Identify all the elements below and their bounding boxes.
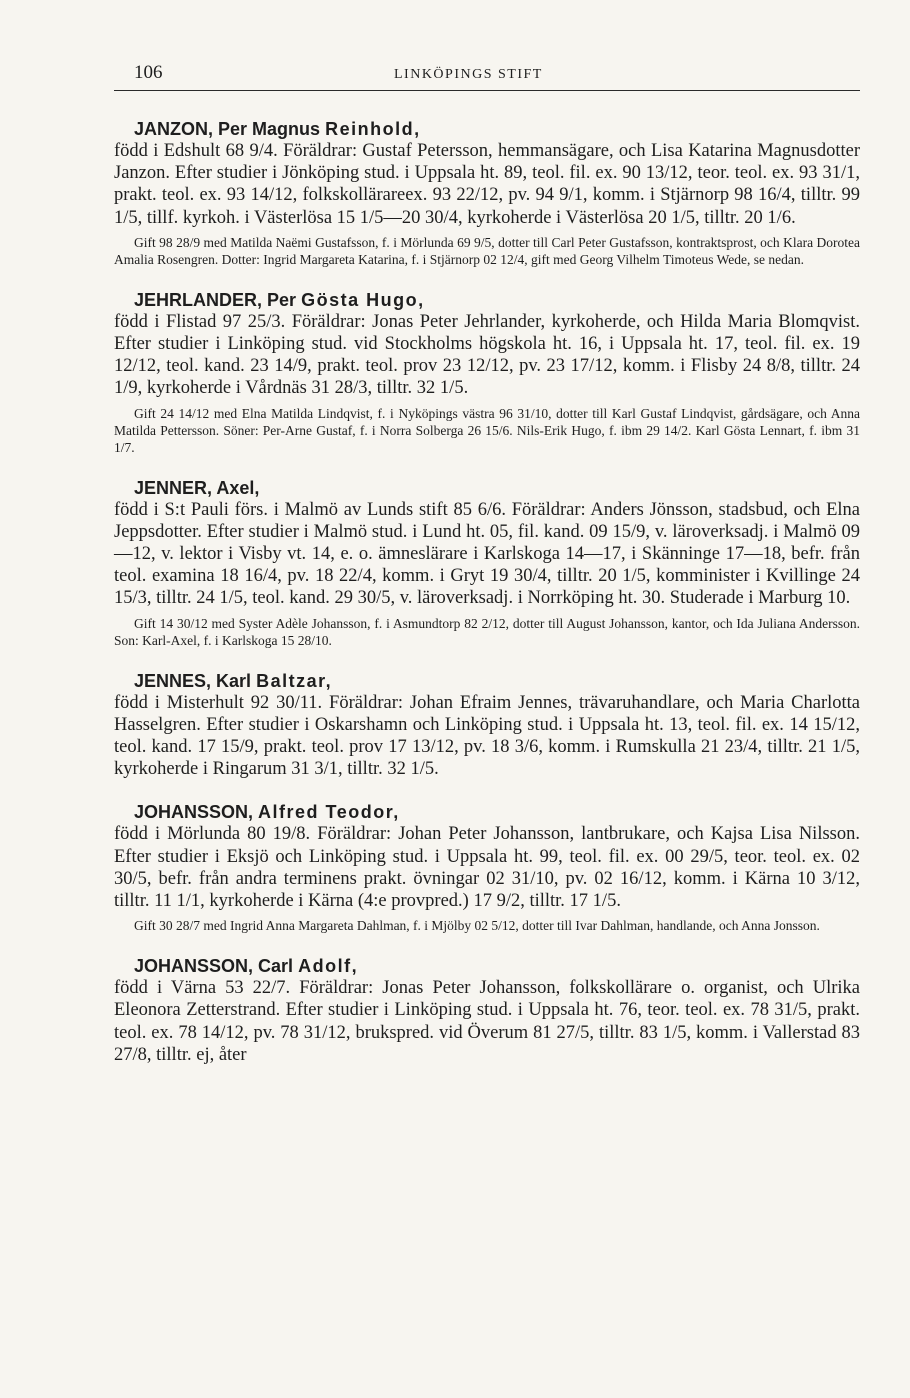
entry: [114, 290, 860, 456]
entry-name: [114, 956, 860, 977]
entry-surname: JOHANSSON,: [134, 802, 254, 823]
entry: [114, 802, 860, 934]
entry-given-name-spaced: Gösta Hugo,: [301, 289, 425, 310]
entry-given-name-spaced: Alfred Teodor,: [258, 802, 400, 823]
entry-given-name: Per Magnus: [218, 119, 321, 139]
entry-surname: JENNER,: [134, 477, 213, 498]
entry-body: född i Flistad 97 25/3. Föräldrar: Jonas Peter Jehrlander, kyrkoherde, och Hilda Maria Blomqvist. Efter studier i Linköping stud. vid Stockholms högskola ht. 16, i Uppsala ht. 17, teol. fil. ex. 19 12/12, teol. kand. 23 14/9, prakt. teol. prov 23 12/12, pv. 23 17/12, komm. i Flisby 24 8/8, tilltr. 24 1/9, kyrkoherde i Vårdnäs 31 28/3, tilltr. 32 1/5.: [114, 311, 860, 399]
entry-body: född i Mörlunda 80 19/8. Föräldrar: Johan Peter Johansson, lantbrukare, och Kajsa Lisa Nilsson. Efter studier i Eksjö och Linköping stud. i Uppsala ht. 99, teol. fil. ex. 00 29/5, teor. teol. ex. 02 30/5, befr. från andra terminens prakt. övningar 02 31/10, pv. 02 16/12, komm. i Kärna 10 3/12, tilltr. 11 1/1, kyrkoherde i Kärna (4:e provpred.) 17 9/2, tilltr. 17 1/5.: [114, 824, 860, 912]
entry-name: [114, 119, 860, 140]
entries-list: [114, 119, 860, 1066]
entry-surname: JEHRLANDER,: [134, 289, 263, 310]
entry: [114, 119, 860, 268]
entry-name: [114, 802, 860, 823]
entry-surname: JOHANSSON,: [134, 956, 254, 977]
entry-given-name: Carl: [258, 956, 294, 977]
entry-given-name: Karl: [216, 670, 252, 691]
entry-given-name: Per: [267, 289, 297, 310]
entry-name: [114, 478, 860, 499]
entry-given-name-spaced: Adolf,: [298, 956, 359, 977]
entry-given-name: Axel,: [216, 477, 260, 498]
entry-body: född i S:t Pauli förs. i Malmö av Lunds stift 85 6/6. Föräldrar: Anders Jönsson, stadsbud, och Elna Jeppsdotter. Efter studier i Malmö stud. i Lund ht. 05, fil. kand. 09 15/9, v. läroverksadj. i Malmö 09—12, v. lektor i Visby vt. 14, e. o. ämneslärare i Karlskoga 14—17, i Skänninge 17—18, befr. från teol. examina 18 16/4, pv. 18 22/4, komm. i Gryt 19 30/4, tilltr. 20 1/5, komminister i Kvillinge 24 15/3, tilltr. 24 1/5, teol. kand. 29 30/5, v. läroverksadj. i Norrköping ht. 30. Studerade i Marburg 10.: [114, 499, 860, 609]
entry-family: Gift 24 14/12 med Elna Matilda Lindqvist, f. i Nyköpings västra 96 31/10, dotter till Karl Gustaf Lindqvist, gårdsägare, och Anna Matilda Pettersson. Söner: Per-Arne Gustaf, f. i Norra Solberga 26 15/6. Nils-Erik Hugo, f. ibm 29 14/2. Karl Gösta Lennart, f. ibm 31 1/7.: [114, 405, 860, 455]
entry-name: [114, 671, 860, 692]
entry-name: [114, 290, 860, 311]
entry-family: Gift 14 30/12 med Syster Adèle Johansson, f. i Asmundtorp 82 2/12, dotter till August Johansson, kantor, och Ida Juliana Andersson. Son: Karl-Axel, f. i Karlskoga 15 28/10.: [114, 615, 860, 648]
page-number: 106: [134, 62, 163, 83]
entry-body: född i Edshult 68 9/4. Föräldrar: Gustaf Petersson, hemmansägare, och Lisa Katarina Magnusdotter Janzon. Efter studier i Jönköping stud. i Uppsala ht. 89, teol. fil. ex. 90 13/12, teor. teol. ex. 93 31/1, prakt. teol. ex. 93 14/12, folkskollärareex. 93 22/12, pv. 94 9/1, komm. i Stjärnorp 98 16/4, tilltr. 99 1/5, tillf. kyrkoh. i Västerlösa 15 1/5—20 30/4, kyrkoherde i Västerlösa 20 1/5, tilltr. 20 1/6.: [114, 141, 860, 228]
running-head: LINKÖPINGS STIFT: [394, 67, 543, 82]
entry-given-name-spaced: Baltzar,: [256, 670, 333, 691]
entry-body: född i Värna 53 22/7. Föräldrar: Jonas Peter Johansson, folkskollärare o. organist, och Ulrika Eleonora Zetterstrand. Efter studier i Linköping stud. i Uppsala ht. 76, teor. teol. ex. 78 31/5, prakt. teol. ex. 78 14/12, pv. 78 31/12, brukspred. vid Överum 81 27/5, tilltr. 83 1/5, komm. i Vallerstad 83 27/8, tilltr. ej, åter: [114, 978, 860, 1065]
page-header: [114, 62, 860, 91]
entry: [114, 671, 860, 781]
entry-surname: JENNES,: [134, 670, 212, 691]
entry-family: Gift 98 28/9 med Matilda Naëmi Gustafsson, f. i Mörlunda 69 9/5, dotter till Carl Peter Gustafsson, kontraktsprost, och Klara Dorotea Amalia Rosengren. Dotter: Ingrid Margareta Katarina, f. i Stjärnorp 02 12/4, gift med Georg Vilhelm Timoteus Wede, se nedan.: [114, 234, 860, 267]
entry-surname: JANZON,: [134, 119, 214, 139]
entry-given-name-spaced: Reinhold,: [325, 119, 421, 139]
entry-body: född i Misterhult 92 30/11. Föräldrar: Johan Efraim Jennes, trävaruhandlare, och Maria Charlotta Hasselgren. Efter studier i Oskarshamn och Linköping stud. i Uppsala ht. 13, teol. fil. ex. 14 15/12, teol. kand. 17 15/9, prakt. teol. prov 17 13/12, pv. 18 3/6, komm. i Rumskulla 21 23/4, tilltr. 21 1/5, kyrkoherde i Ringarum 31 3/1, tilltr. 32 1/5.: [114, 692, 860, 780]
entry-family: Gift 30 28/7 med Ingrid Anna Margareta Dahlman, f. i Mjölby 02 5/12, dotter till Ivar Dahlman, handlande, och Anna Jonsson.: [134, 918, 820, 934]
entry: [114, 956, 860, 1066]
entry: [114, 478, 860, 649]
